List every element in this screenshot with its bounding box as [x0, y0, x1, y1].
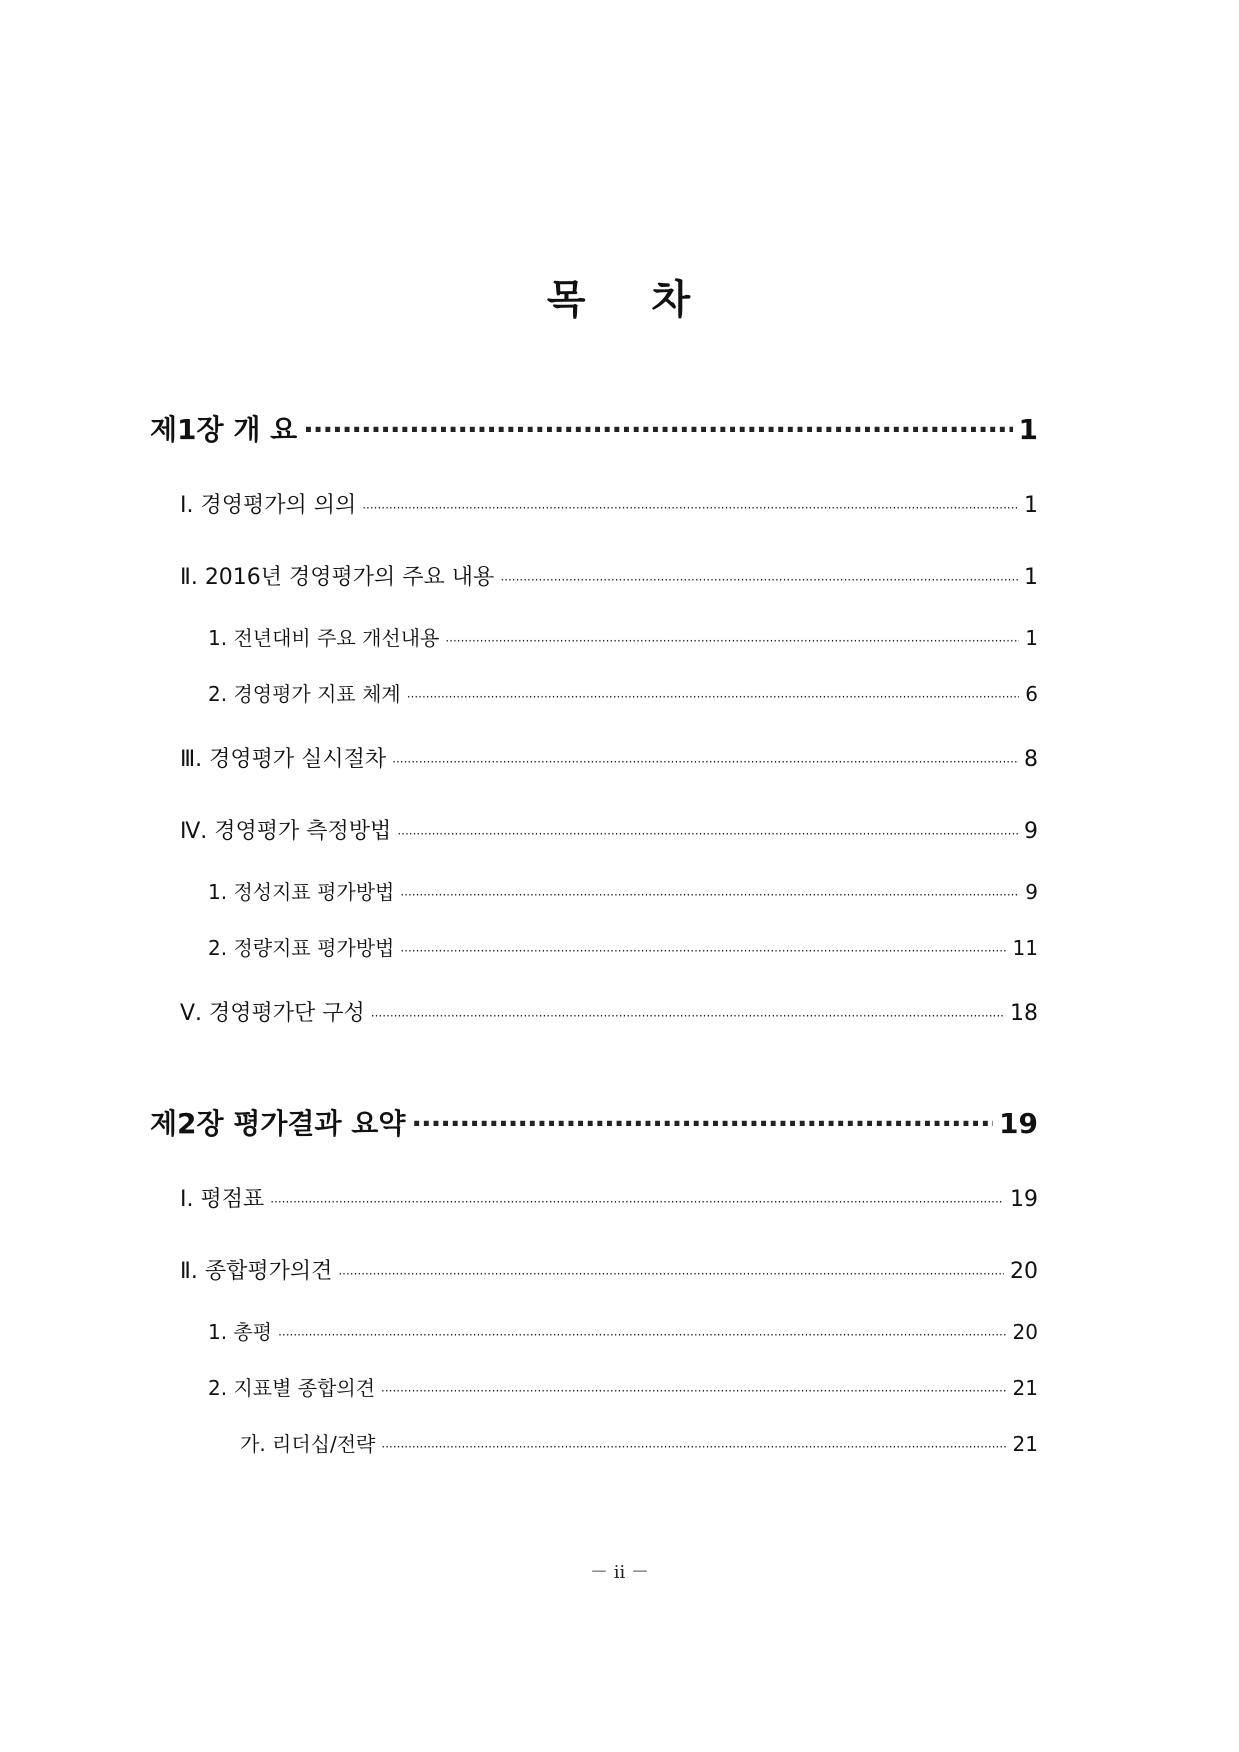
dot-leader	[381, 1440, 1006, 1454]
toc-subsection[interactable]	[208, 678, 1038, 707]
toc-page-number: 21	[1012, 1376, 1038, 1400]
dot-leader	[303, 413, 1012, 446]
toc-subsection[interactable]	[208, 932, 1038, 961]
toc-page-number: 6	[1025, 682, 1038, 706]
toc-page-number: 18	[1010, 1001, 1038, 1026]
toc-label: 1. 총평	[208, 1320, 273, 1344]
dot-leader	[500, 573, 1018, 587]
toc-section[interactable]	[180, 560, 1038, 591]
toc-label: Ⅲ. 경영평가 실시절차	[180, 747, 387, 772]
toc-page-number: 1	[1018, 413, 1038, 446]
toc-label: Ⅰ. 평점표	[180, 1187, 265, 1212]
toc-label: 2. 정량지표 평가방법	[208, 936, 395, 960]
toc-label: 2. 경영평가 지표 체계	[208, 682, 401, 706]
dot-leader	[445, 634, 1019, 648]
toc-section[interactable]	[180, 814, 1038, 845]
toc-page-number: 1	[1024, 493, 1038, 518]
dot-leader	[407, 690, 1020, 704]
dot-leader	[278, 1328, 1006, 1342]
page-title	[0, 268, 1239, 325]
toc-chapter-1[interactable]	[150, 408, 1038, 448]
dot-leader	[400, 888, 1019, 902]
dot-leader	[338, 1267, 1004, 1281]
toc-section[interactable]	[180, 1254, 1038, 1285]
toc-section[interactable]	[180, 488, 1038, 519]
toc-section[interactable]	[180, 1182, 1038, 1213]
toc-subsection[interactable]	[208, 1372, 1038, 1401]
toc-section[interactable]	[180, 742, 1038, 773]
title-char-1: 목	[546, 277, 588, 323]
toc-subsubsection[interactable]	[240, 1428, 1038, 1457]
toc-page-number: 21	[1012, 1432, 1038, 1456]
toc-label: Ⅰ. 경영평가의 의의	[180, 493, 357, 518]
dot-leader	[397, 827, 1018, 841]
dot-leader	[381, 1384, 1007, 1398]
dot-leader	[270, 1195, 1004, 1209]
toc-label: Ⅴ. 경영평가단 구성	[180, 1001, 365, 1026]
toc-page-number: 9	[1024, 819, 1038, 844]
toc-page-number: 9	[1025, 880, 1038, 904]
toc-chapter-2[interactable]	[150, 1102, 1038, 1142]
toc-label: Ⅱ. 2016년 경영평가의 주요 내용	[180, 565, 495, 590]
toc-subsection[interactable]	[208, 622, 1038, 651]
toc-page-number: 1	[1024, 565, 1038, 590]
toc-label: 1. 정성지표 평가방법	[208, 880, 395, 904]
title-char-2: 차	[651, 277, 693, 323]
toc-label: 가. 리더십/전략	[240, 1432, 376, 1456]
toc-page-number: 1	[1025, 626, 1038, 650]
toc-subsection[interactable]	[208, 876, 1038, 905]
toc-label: Ⅳ. 경영평가 측정방법	[180, 819, 392, 844]
page-number-footer: － ii －	[590, 1562, 649, 1583]
dot-leader	[362, 501, 1018, 515]
toc-label: Ⅱ. 종합평가의견	[180, 1259, 333, 1284]
toc-label: 1. 전년대비 주요 개선내용	[208, 626, 440, 650]
toc-page-number: 19	[999, 1107, 1038, 1140]
dot-leader	[400, 944, 1006, 958]
toc-label: 제1장 개 요	[150, 413, 298, 446]
toc-page-number: 20	[1012, 1320, 1038, 1344]
toc-label: 2. 지표별 종합의견	[208, 1376, 376, 1400]
toc-section[interactable]	[180, 996, 1038, 1027]
dot-leader	[411, 1107, 993, 1140]
toc-page-number: 20	[1010, 1259, 1038, 1284]
toc-page-number: 8	[1024, 747, 1038, 772]
toc-label: 제2장 평가결과 요약	[150, 1107, 406, 1140]
dot-leader	[392, 755, 1018, 769]
toc-subsection[interactable]	[208, 1316, 1038, 1345]
toc-page-number: 11	[1012, 936, 1038, 960]
toc-page-number: 19	[1010, 1187, 1038, 1212]
dot-leader	[371, 1009, 1004, 1023]
